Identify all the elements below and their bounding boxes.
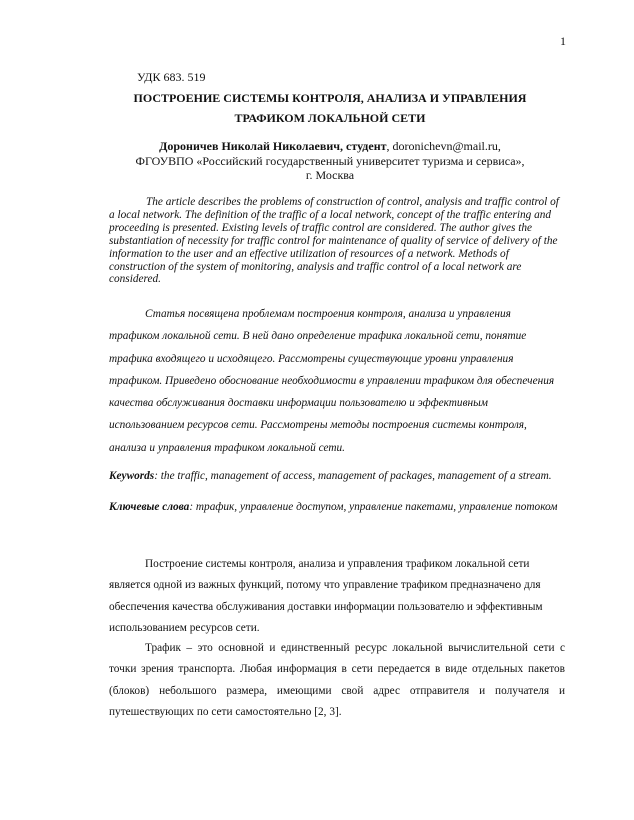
keywords-english <box>109 470 565 483</box>
page-number: 1 <box>560 34 566 48</box>
body-paragraph-2: Трафик – это основной и единственный ресурс локальной вычислительной сети с точки зрения транспорта. Любая информация в сети передается в виде отдельных пакетов (блоков) небольшого размера, имеющими свой адрес отправителя и получателя и путешествующих по сети самостоятельно [2, 3]. <box>109 642 565 718</box>
body-paragraph-1: Построение системы контроля, анализа и управления трафиком локальной сети является одной из важных функций, потому что управление трафиком предназначено для обеспечения качества обслуживания доставки информации пользователю и эффективным использованием ресурсов сети. <box>109 558 543 634</box>
keywords-ru-text: : трафик, управление доступом, управление пакетами, управление потоком <box>189 501 558 513</box>
author-city: г. Москва <box>305 168 355 182</box>
keywords-russian <box>109 496 565 518</box>
keywords-en-label: Keywords <box>109 470 155 482</box>
author-affiliation: ФГОУВПО «Российский государственный университет туризма и сервиса», <box>135 154 525 168</box>
abstract-english: The article describes the problems of construction of control, analysis and traffic control of a local network. The definition of the traffic of a local network, concept of the traffic entering and proceeding is presented. Existing levels of traffic control are considered. The author gives the substantiation of necessity for traffic control for maintenance of quality of service of delivery of the information to the user and an effective utilization of resources of a network. Methods of construction of the system of monitoring, analysis and traffic control of a local network are considered. <box>109 196 559 286</box>
author-line <box>60 139 600 153</box>
abstract-russian: Статья посвящена проблемам построения контроля, анализа и управления трафиком локальной сети. В ней дано определение трафика локальной сети, понятие трафика входящего и исходящего. Рассмотрены существующие уровни управления трафиком. Приведено обоснование необходимости в управлении трафиком для обеспечения качества обслуживания доставки информации пользователю и эффективным использованием ресурсов сети. Рассмотрены методы построения системы контроля, анализа и управления трафиком локальной сети. <box>109 308 555 454</box>
author-name: Дороничев Николай Николаевич, студент <box>159 139 387 153</box>
title-line-2: ТРАФИКОМ ЛОКАЛЬНОЙ СЕТИ <box>234 111 426 125</box>
title-line-1: ПОСТРОЕНИЕ СИСТЕМЫ КОНТРОЛЯ, АНАЛИЗА И УПРАВЛЕНИЯ <box>133 91 527 105</box>
author-email: , doronichevn@mail.ru, <box>386 139 501 153</box>
keywords-ru-label: Ключевые слова <box>109 501 190 513</box>
udk-code: УДК 683. 519 <box>137 70 206 84</box>
keywords-en-text: : the traffic, management of access, management of packages, management of a stream. <box>154 470 552 482</box>
